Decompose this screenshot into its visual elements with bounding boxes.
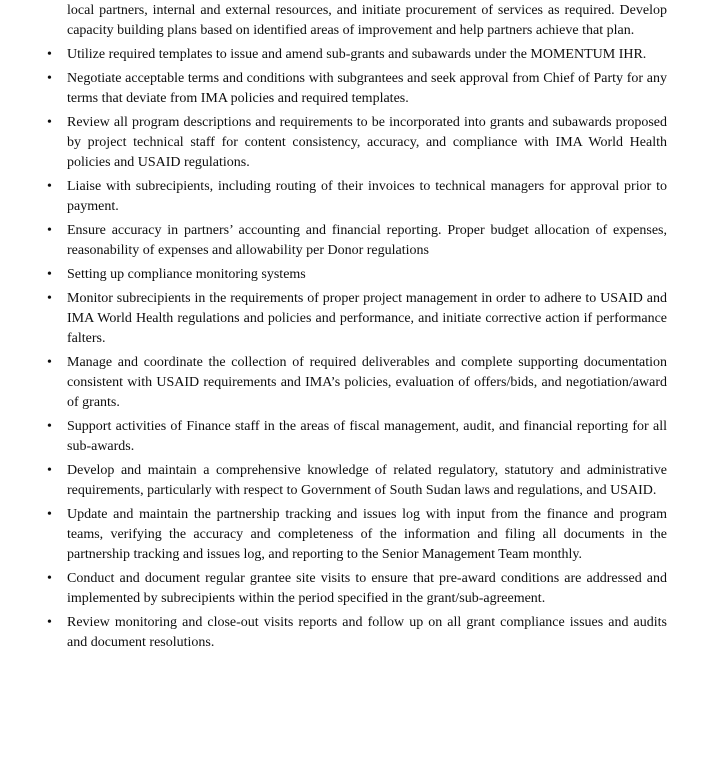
list-item: • Liaise with subrecipients, including routing of their invoices to technical managers for approval prior to payment. [67, 177, 667, 217]
bullet-list [67, 45, 711, 653]
list-item: • Ensure accuracy in partners’ accounting and financial reporting. Proper budget allocation of expenses, reasonability of expenses and allowability per Donor regulations [67, 221, 667, 261]
list-item: • Review monitoring and close-out visits reports and follow up on all grant compliance issues and audits and document resolutions. [67, 613, 667, 653]
list-item: • Conduct and document regular grantee site visits to ensure that pre-award conditions are addressed and implemented by subrecipients within the period specified in the grant/sub-agreement. [67, 569, 667, 609]
list-item: • Review all program descriptions and requirements to be incorporated into grants and subawards proposed by project technical staff for content consistency, accuracy, and compliance with IMA World Health policies and USAID regulations. [67, 113, 667, 173]
list-item: • Develop and maintain a comprehensive knowledge of related regulatory, statutory and administrative requirements, particularly with respect to Government of South Sudan laws and regulations, and USAID. [67, 461, 667, 501]
list-item: • Monitor subrecipients in the requirements of proper project management in order to adhere to USAID and IMA World Health regulations and policies and performance, and initiate corrective action if performance falters. [67, 289, 667, 349]
list-item: • Utilize required templates to issue and amend sub-grants and subawards under the MOMENTUM IHR. [67, 45, 667, 65]
list-item: • Setting up compliance monitoring systems [67, 265, 667, 285]
list-item: • Manage and coordinate the collection of required deliverables and complete supporting documentation consistent with USAID requirements and IMA’s policies, evaluation of offers/bids, and negotiation/award of grants. [67, 353, 667, 413]
list-item: • Support activities of Finance staff in the areas of fiscal management, audit, and financial reporting for all sub-awards. [67, 417, 667, 457]
list-item: • Negotiate acceptable terms and conditions with subgrantees and seek approval from Chief of Party for any terms that deviate from IMA policies and required templates. [67, 69, 667, 109]
list-item: • Update and maintain the partnership tracking and issues log with input from the finance and program teams, verifying the accuracy and completeness of the information and filing all documents in the partnership tracking and issues log, and reporting to the Senior Management Team monthly. [67, 505, 667, 565]
paragraph-continuation: local partners, internal and external resources, and initiate procurement of services as required. Develop capacity building plans based on identified areas of improvement and help partners achieve that plan. [67, 3, 667, 38]
